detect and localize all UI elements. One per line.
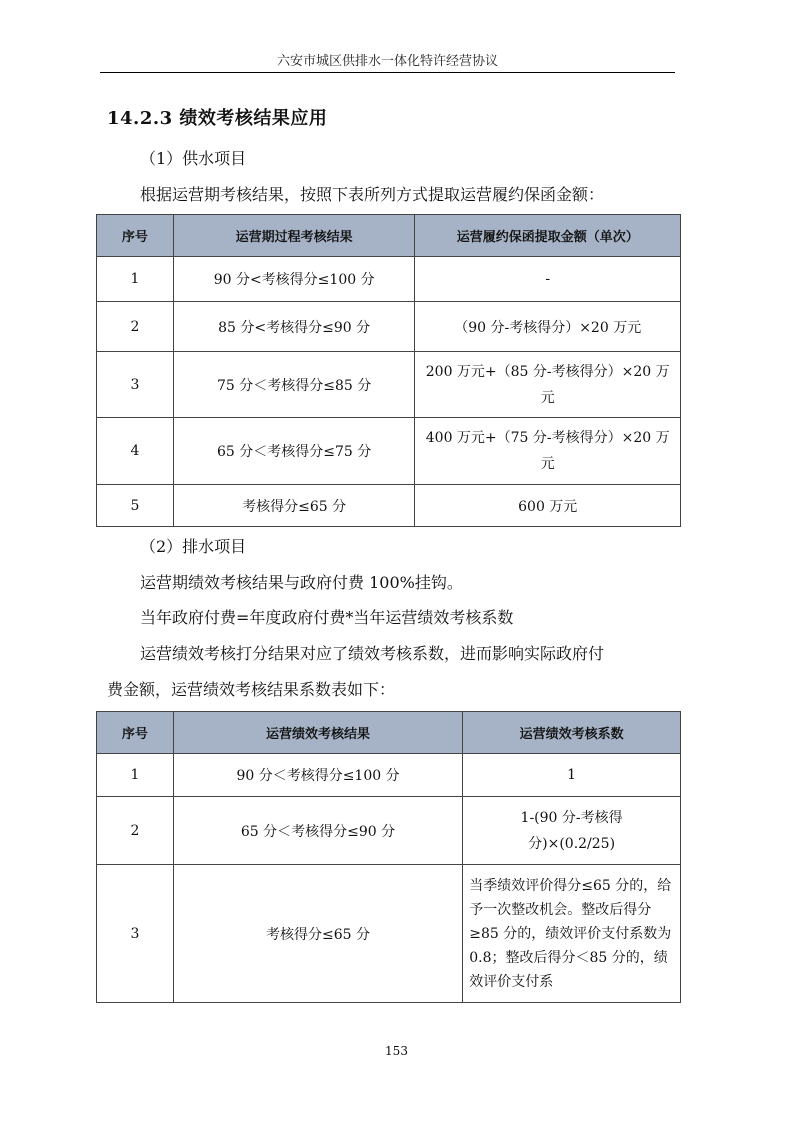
column-header: 运营期过程考核结果: [173, 215, 415, 257]
table-cell: 3: [97, 865, 174, 1003]
table-cell: 当季绩效评价得分≤65 分的，给予一次整改机会。整改后得分≥85 分的，绩效评价支付系数为 0.8；整改后得分＜85 分的，绩效评价支付系: [463, 865, 681, 1003]
table-row: [97, 865, 681, 1003]
drainage-para-3-line-2: 费金额，运营绩效考核结果系数表如下：: [107, 680, 396, 699]
table-cell: 5: [97, 485, 174, 527]
drainage-para-1: 运营期绩效考核结果与政府付费 100%挂钩。: [140, 573, 463, 592]
column-header: 运营履约保函提取金额（单次）: [415, 215, 681, 257]
table-row: [97, 754, 681, 797]
table-cell: 400 万元+（75 分-考核得分）×20 万元: [415, 418, 681, 485]
table-cell: 200 万元+（85 分-考核得分）×20 万元: [415, 352, 681, 418]
water-supply-table: [96, 214, 681, 527]
table-cell: 90 分<考核得分≤100 分: [173, 257, 415, 302]
table-cell: 75 分＜考核得分≤85 分: [173, 352, 415, 418]
table-row: [97, 418, 681, 485]
section-title: 14.2.3 绩效考核结果应用: [107, 108, 328, 129]
column-header: 序号: [97, 215, 174, 257]
table-row: [97, 302, 681, 352]
table-row: [97, 485, 681, 527]
table-cell: 考核得分≤65 分: [173, 865, 462, 1003]
table-cell: （90 分-考核得分）×20 万元: [415, 302, 681, 352]
drainage-para-3-line-1: 运营绩效考核打分结果对应了绩效考核系数，进而影响实际政府付: [140, 644, 605, 663]
table-cell: 2: [97, 302, 174, 352]
table-cell: 1: [97, 257, 174, 302]
table-cell: 600 万元: [415, 485, 681, 527]
table-cell: 1-(90 分-考核得分)×(0.2/25): [463, 797, 681, 865]
column-header: 序号: [97, 712, 174, 754]
drainage-table: [96, 711, 681, 1003]
table-cell: 考核得分≤65 分: [173, 485, 415, 527]
table-cell: -: [415, 257, 681, 302]
page-number: 153: [385, 1044, 408, 1058]
table-cell: 3: [97, 352, 174, 418]
water-supply-intro: 根据运营期考核结果，按照下表所列方式提取运营履约保函金额：: [140, 185, 605, 204]
table-cell: 1: [463, 754, 681, 797]
table-cell: 85 分<考核得分≤90 分: [173, 302, 415, 352]
table-cell: 65 分＜考核得分≤90 分: [173, 797, 462, 865]
table-cell: 2: [97, 797, 174, 865]
drainage-para-2: 当年政府付费=年度政府付费*当年运营绩效考核系数: [140, 608, 514, 627]
table-row: [97, 797, 681, 865]
column-header: 运营绩效考核系数: [463, 712, 681, 754]
table-cell: 90 分＜考核得分≤100 分: [173, 754, 462, 797]
header-divider: [100, 72, 675, 73]
table-row: [97, 352, 681, 418]
table-cell: 4: [97, 418, 174, 485]
table-cell: 1: [97, 754, 174, 797]
table-header-row: [97, 215, 681, 257]
table-row: [97, 257, 681, 302]
water-supply-heading: （1）供水项目: [140, 149, 247, 168]
column-header: 运营绩效考核结果: [173, 712, 462, 754]
document-header: 六安市城区供排水一体化特许经营协议: [276, 54, 498, 69]
table-cell: 65 分＜考核得分≤75 分: [173, 418, 415, 485]
table-header-row: [97, 712, 681, 754]
drainage-heading: （2）排水项目: [140, 537, 247, 556]
